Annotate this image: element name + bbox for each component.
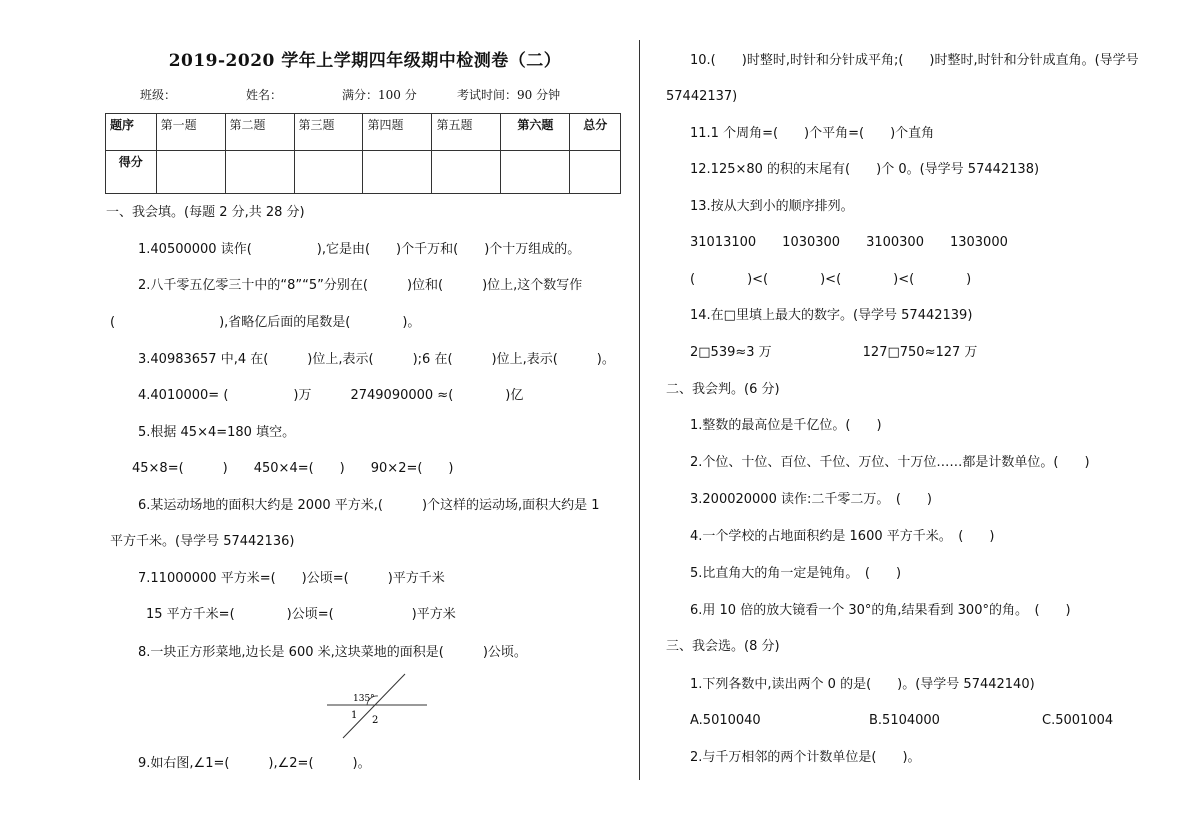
choice-2: 2.与千万相邻的两个计数单位是( )。 (690, 750, 921, 765)
judge-3: 3.200020000 读作:二千零二万。 ( ) (690, 492, 932, 507)
question-4: 4.4010000= ( )万 2749090000 ≈( )亿 (138, 388, 524, 403)
question-6-line-2: 平方千米。(导学号 57442136) (110, 534, 295, 549)
question-9: 9.如右图,∠1=( ),∠2=( )。 (138, 756, 371, 771)
score-header-cell: 第一题 (156, 114, 225, 151)
score-table (105, 113, 621, 194)
question-13: 13.按从大到小的顺序排列。 (690, 199, 854, 214)
right-column (660, 0, 1180, 830)
question-3: 3.40983657 中,4 在( )位上,表示( );6 在( )位上,表示( )。 (138, 352, 615, 367)
question-10-line-2: 57442137) (666, 89, 738, 104)
choice-1-option-b: B.5104000 (869, 713, 940, 728)
score-table-score-row (106, 151, 621, 194)
question-14-items: 2□539≈3 万 127□750≈127 万 (690, 345, 978, 360)
question-13-numbers: 31013100 1030300 3100300 1303000 (690, 235, 1008, 250)
score-cell[interactable] (501, 151, 570, 194)
judge-2: 2.个位、十位、百位、千位、万位、十万位……都是计数单位。( ) (690, 455, 1090, 470)
diagram-angle-label: 135° (353, 694, 375, 704)
angle-diagram (325, 668, 429, 742)
score-header-cell: 总分 (570, 114, 621, 151)
score-header-cell: 第六题 (501, 114, 570, 151)
score-header-cell: 第五题 (432, 114, 501, 151)
question-6-line-1: 6.某运动场地的面积大约是 2000 平方米,( )个这样的运动场,面积大约是 1 (138, 498, 600, 513)
question-2-line-2: ( ),省略亿后面的尾数是( )。 (110, 315, 421, 330)
score-cell[interactable] (363, 151, 432, 194)
judge-6: 6.用 10 倍的放大镜看一个 30°的角,结果看到 300°的角。 ( ) (690, 603, 1071, 618)
full-score: 满分：100 分 (342, 88, 417, 102)
question-14: 14.在□里填上最大的数字。(导学号 57442139) (690, 308, 973, 323)
page-title: 2019-2020 学年上学期四年级期中检测卷（二） (168, 51, 562, 71)
judge-5: 5.比直角大的角一定是钝角。 ( ) (690, 566, 902, 581)
diagram-label-1: 1 (351, 710, 358, 721)
question-7-line-1: 7.11000000 平方米=( )公顷=( )平方千米 (138, 571, 445, 586)
score-row-label: 得分 (106, 151, 157, 194)
diagram-slanted-line (343, 674, 405, 738)
score-cell[interactable] (432, 151, 501, 194)
exam-time: 考试时间：90 分钟 (457, 88, 561, 102)
score-cell[interactable] (225, 151, 294, 194)
question-1: 1.40500000 读作( ),它是由( )个千万和( )个十万组成的。 (138, 242, 581, 257)
question-13-order: ( )<( )<( )<( ) (690, 272, 972, 287)
question-11: 11.1 个周角=( )个平角=( )个直角 (690, 126, 935, 141)
section-1-heading: 一、我会填。(每题 2 分,共 28 分) (106, 205, 305, 220)
score-cell[interactable] (294, 151, 363, 194)
choice-1-option-a: A.5010040 (690, 713, 761, 728)
judge-1: 1.整数的最高位是千亿位。( ) (690, 418, 882, 433)
question-2-line-1: 2.八千零五亿零三十中的“8”“5”分别在( )位和( )位上,这个数写作 (138, 278, 583, 293)
score-table-header-row (106, 114, 621, 151)
judge-4: 4.一个学校的占地面积约是 1600 平方千米。 ( ) (690, 529, 995, 544)
score-header-cell: 题序 (106, 114, 157, 151)
question-10-line-1: 10.( )时整时,时针和分针成平角;( )时整时,时针和分针成直角。(导学号 (690, 53, 1139, 68)
choice-1: 1.下列各数中,读出两个 0 的是( )。(导学号 57442140) (690, 677, 1035, 692)
score-header-cell: 第三题 (294, 114, 363, 151)
question-5: 5.根据 45×4=180 填空。 (138, 425, 296, 440)
section-2-heading: 二、我会判。(6 分) (666, 382, 780, 397)
score-cell[interactable] (570, 151, 621, 194)
question-12: 12.125×80 的积的末尾有( )个 0。(导学号 57442138) (690, 162, 1040, 177)
question-5-items: 45×8=( ) 450×4=( ) 90×2=( ) (132, 461, 454, 476)
diagram-label-2: 2 (372, 715, 379, 726)
question-8: 8.一块正方形菜地,边长是 600 米,这块菜地的面积是( )公顷。 (138, 645, 527, 660)
score-cell[interactable] (156, 151, 225, 194)
section-3-heading: 三、我会选。(8 分) (666, 639, 780, 654)
column-divider (639, 40, 640, 780)
name-label: 姓名： (246, 88, 283, 102)
class-label: 班级： (140, 88, 177, 102)
choice-1-option-c: C.5001004 (1042, 713, 1114, 728)
score-header-cell: 第二题 (225, 114, 294, 151)
question-7-line-2: 15 平方千米=( )公顷=( )平方米 (146, 607, 456, 622)
left-column (100, 0, 630, 830)
score-header-cell: 第四题 (363, 114, 432, 151)
